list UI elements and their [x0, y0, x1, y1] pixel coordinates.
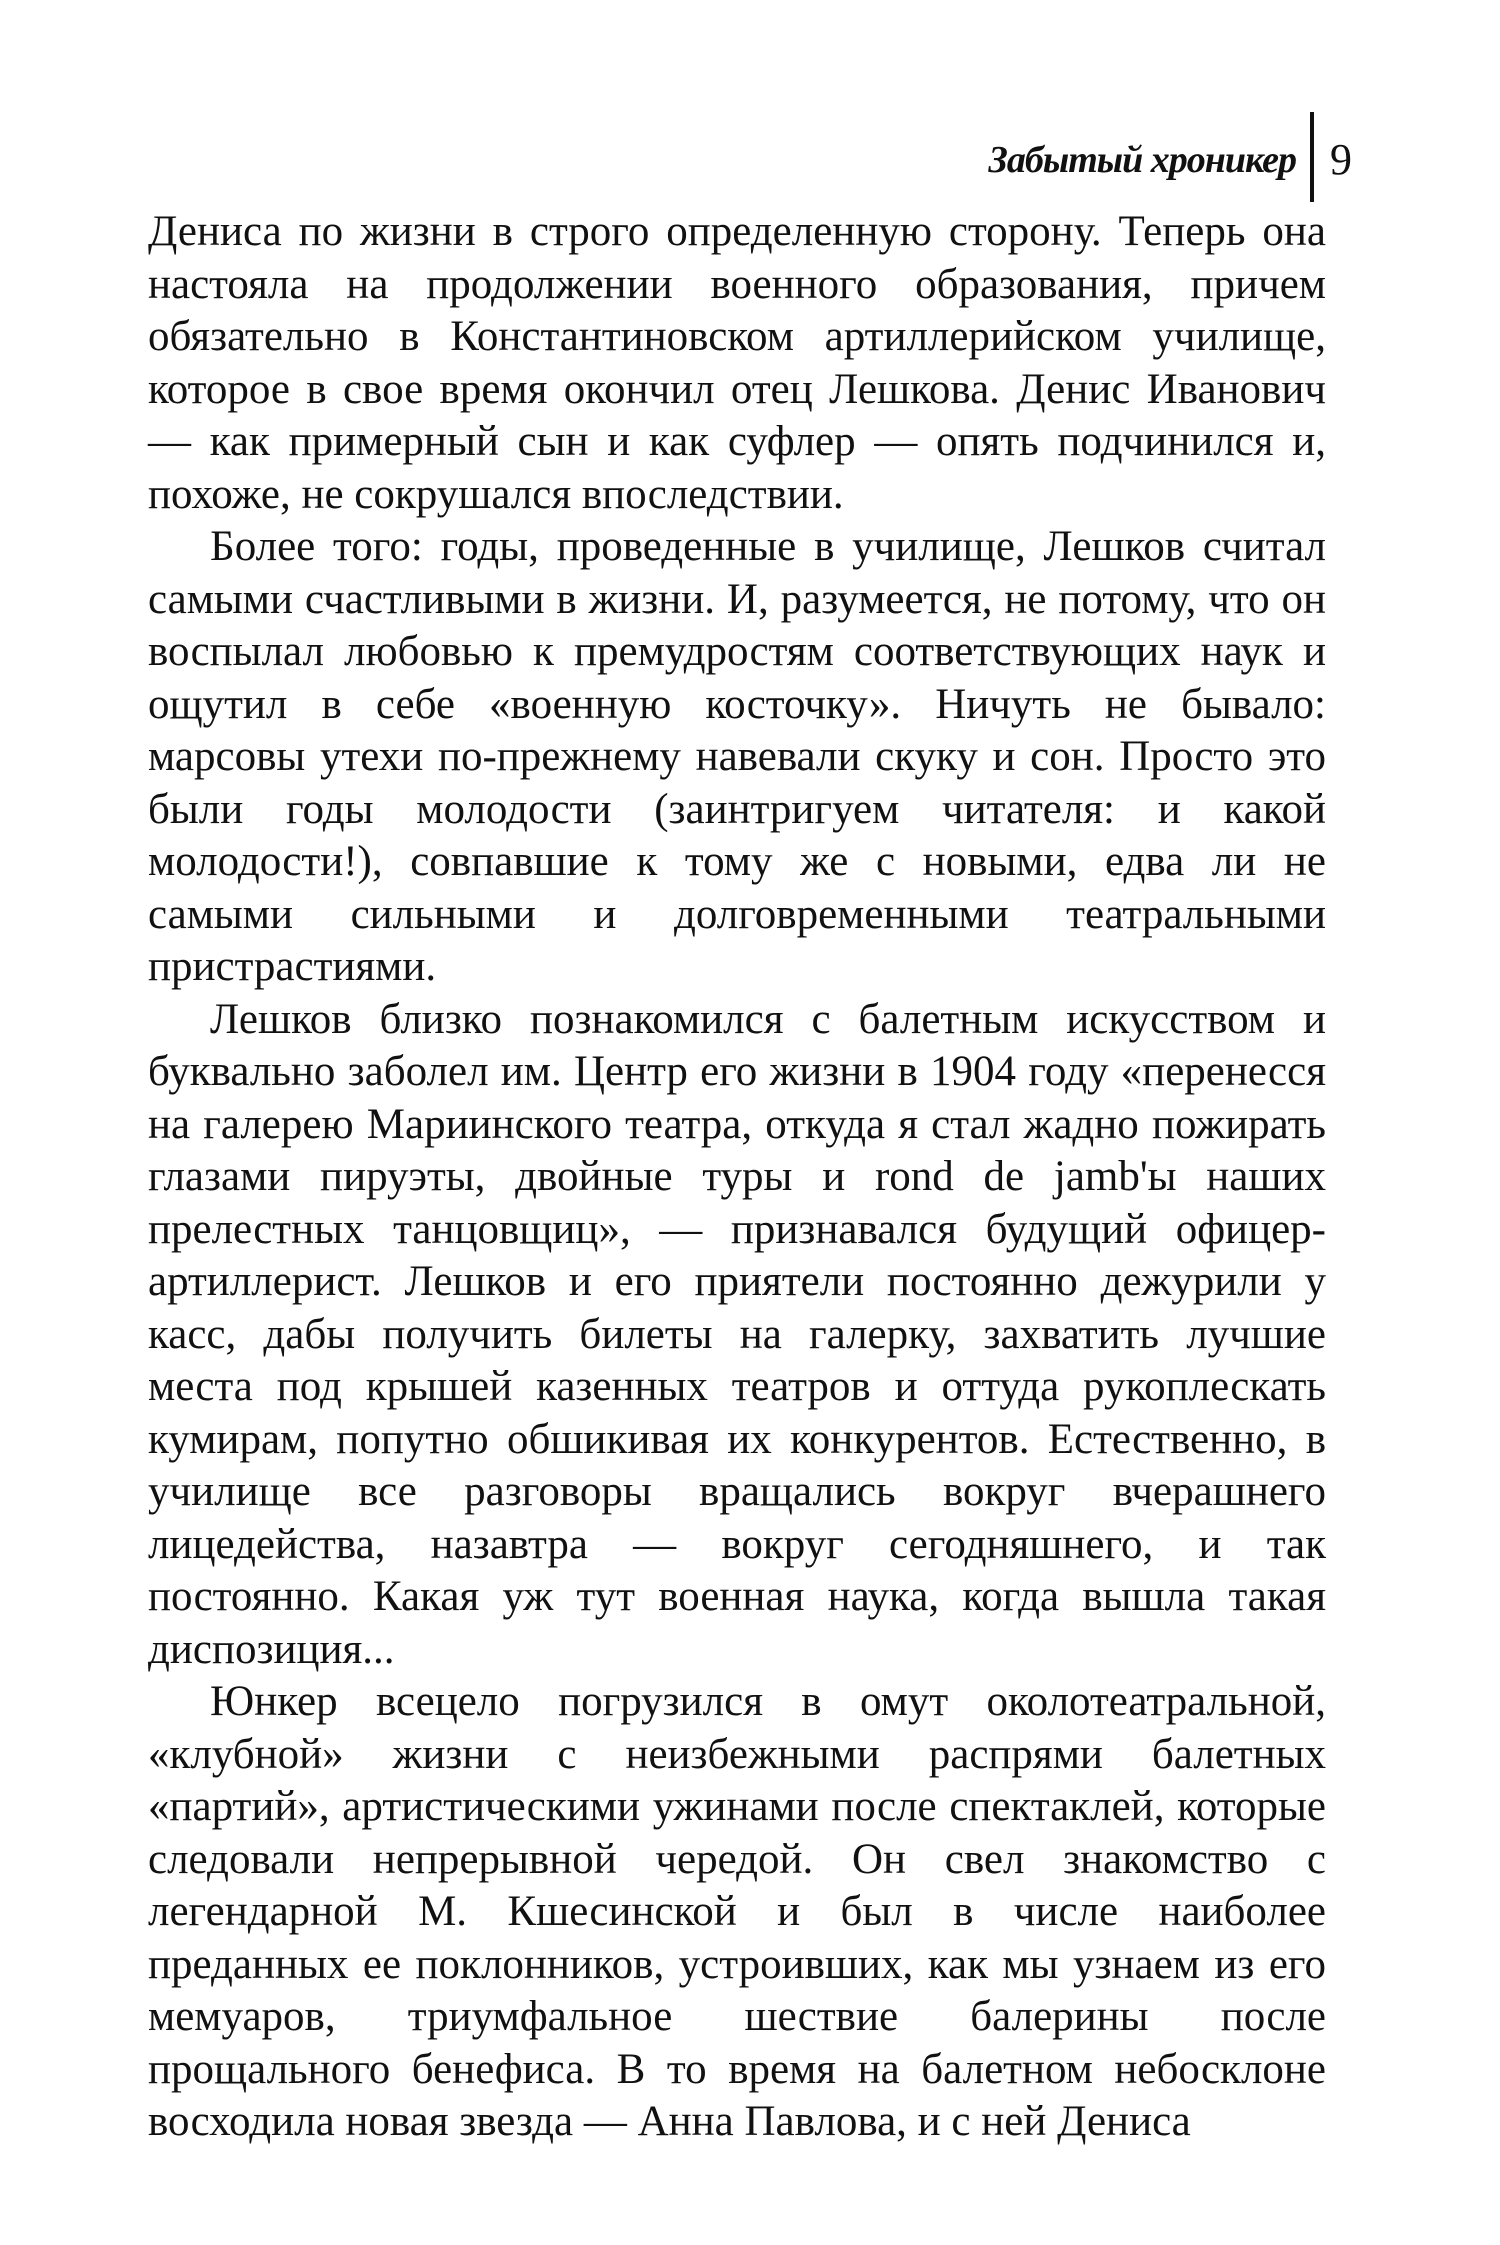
running-head-title: Забытый хроникер: [988, 139, 1296, 181]
paragraph-3: Лешков близко познакомился с балетным искусством и буквально заболел им. Центр его жизни в 1904 году «перенесся на галерею Мариинского театра, откуда я стал жадно пожирать глазами пируэты, двойные туры и rond de jamb'ы наших прелестных танцовщиц», — признавался будущий офицер-артиллерист. Лешков и его приятели постоянно дежурили у касс, дабы получить билеты на галерку, захватить лучшие места под крышей казенных театров и оттуда рукоплескать кумирам, попутно обшикивая их конкурентов. Естественно, в училище все разговоры вращались вокруг вчерашнего лицедейства, назавтра — вокруг сегодняшнего, и так постоянно. Какая уж тут военная наука, когда вышла такая диспозиция...: [148, 995, 1326, 1673]
paragraph-4: Юнкер всецело погрузился в омут околотеатральной, «клубной» жизни с неизбежными распрями балетных «партий», артистическими ужинами после спектаклей, которые следовали непрерывной чередой. Он свел знакомство с легендарной М. Кшесинской и был в числе наиболее преданных ее поклонников, устроивших, как мы узнаем из его мемуаров, триумфальное шествие балерины после прощального бенефиса. В то время на балетном небосклоне восходила новая звезда — Анна Павлова, и с ней Дениса: [148, 1678, 1326, 2145]
paragraph-2: Более того: годы, проведенные в училище, Лешков считал самыми счастливыми в жизни. И, разумеется, не потому, что он воспылал любовью к премудростям соответствующих наук и ощутил в себе «военную косточку». Ничуть не бывало: марсовы утехи по-прежнему навевали скуку и сон. Просто это были годы молодости (заинтригуем читателя: и какой молодости!), совпавшие к тому же с новыми, едва ли не самыми сильными и долговременными театральными пристрастиями.: [148, 523, 1326, 990]
paragraph-1: Дениса по жизни в строго определенную сторону. Теперь она настояла на продолжении военного образования, причем обязательно в Константиновском артиллерийском училище, которое в свое время окончил отец Лешкова. Денис Иванович — как примерный сын и как суфлер — опять подчинился и, похоже, не сокрушался впоследствии.: [148, 208, 1326, 518]
body-text: [148, 206, 1326, 2149]
page-number: 9: [1330, 134, 1352, 184]
running-head: [989, 112, 1352, 202]
